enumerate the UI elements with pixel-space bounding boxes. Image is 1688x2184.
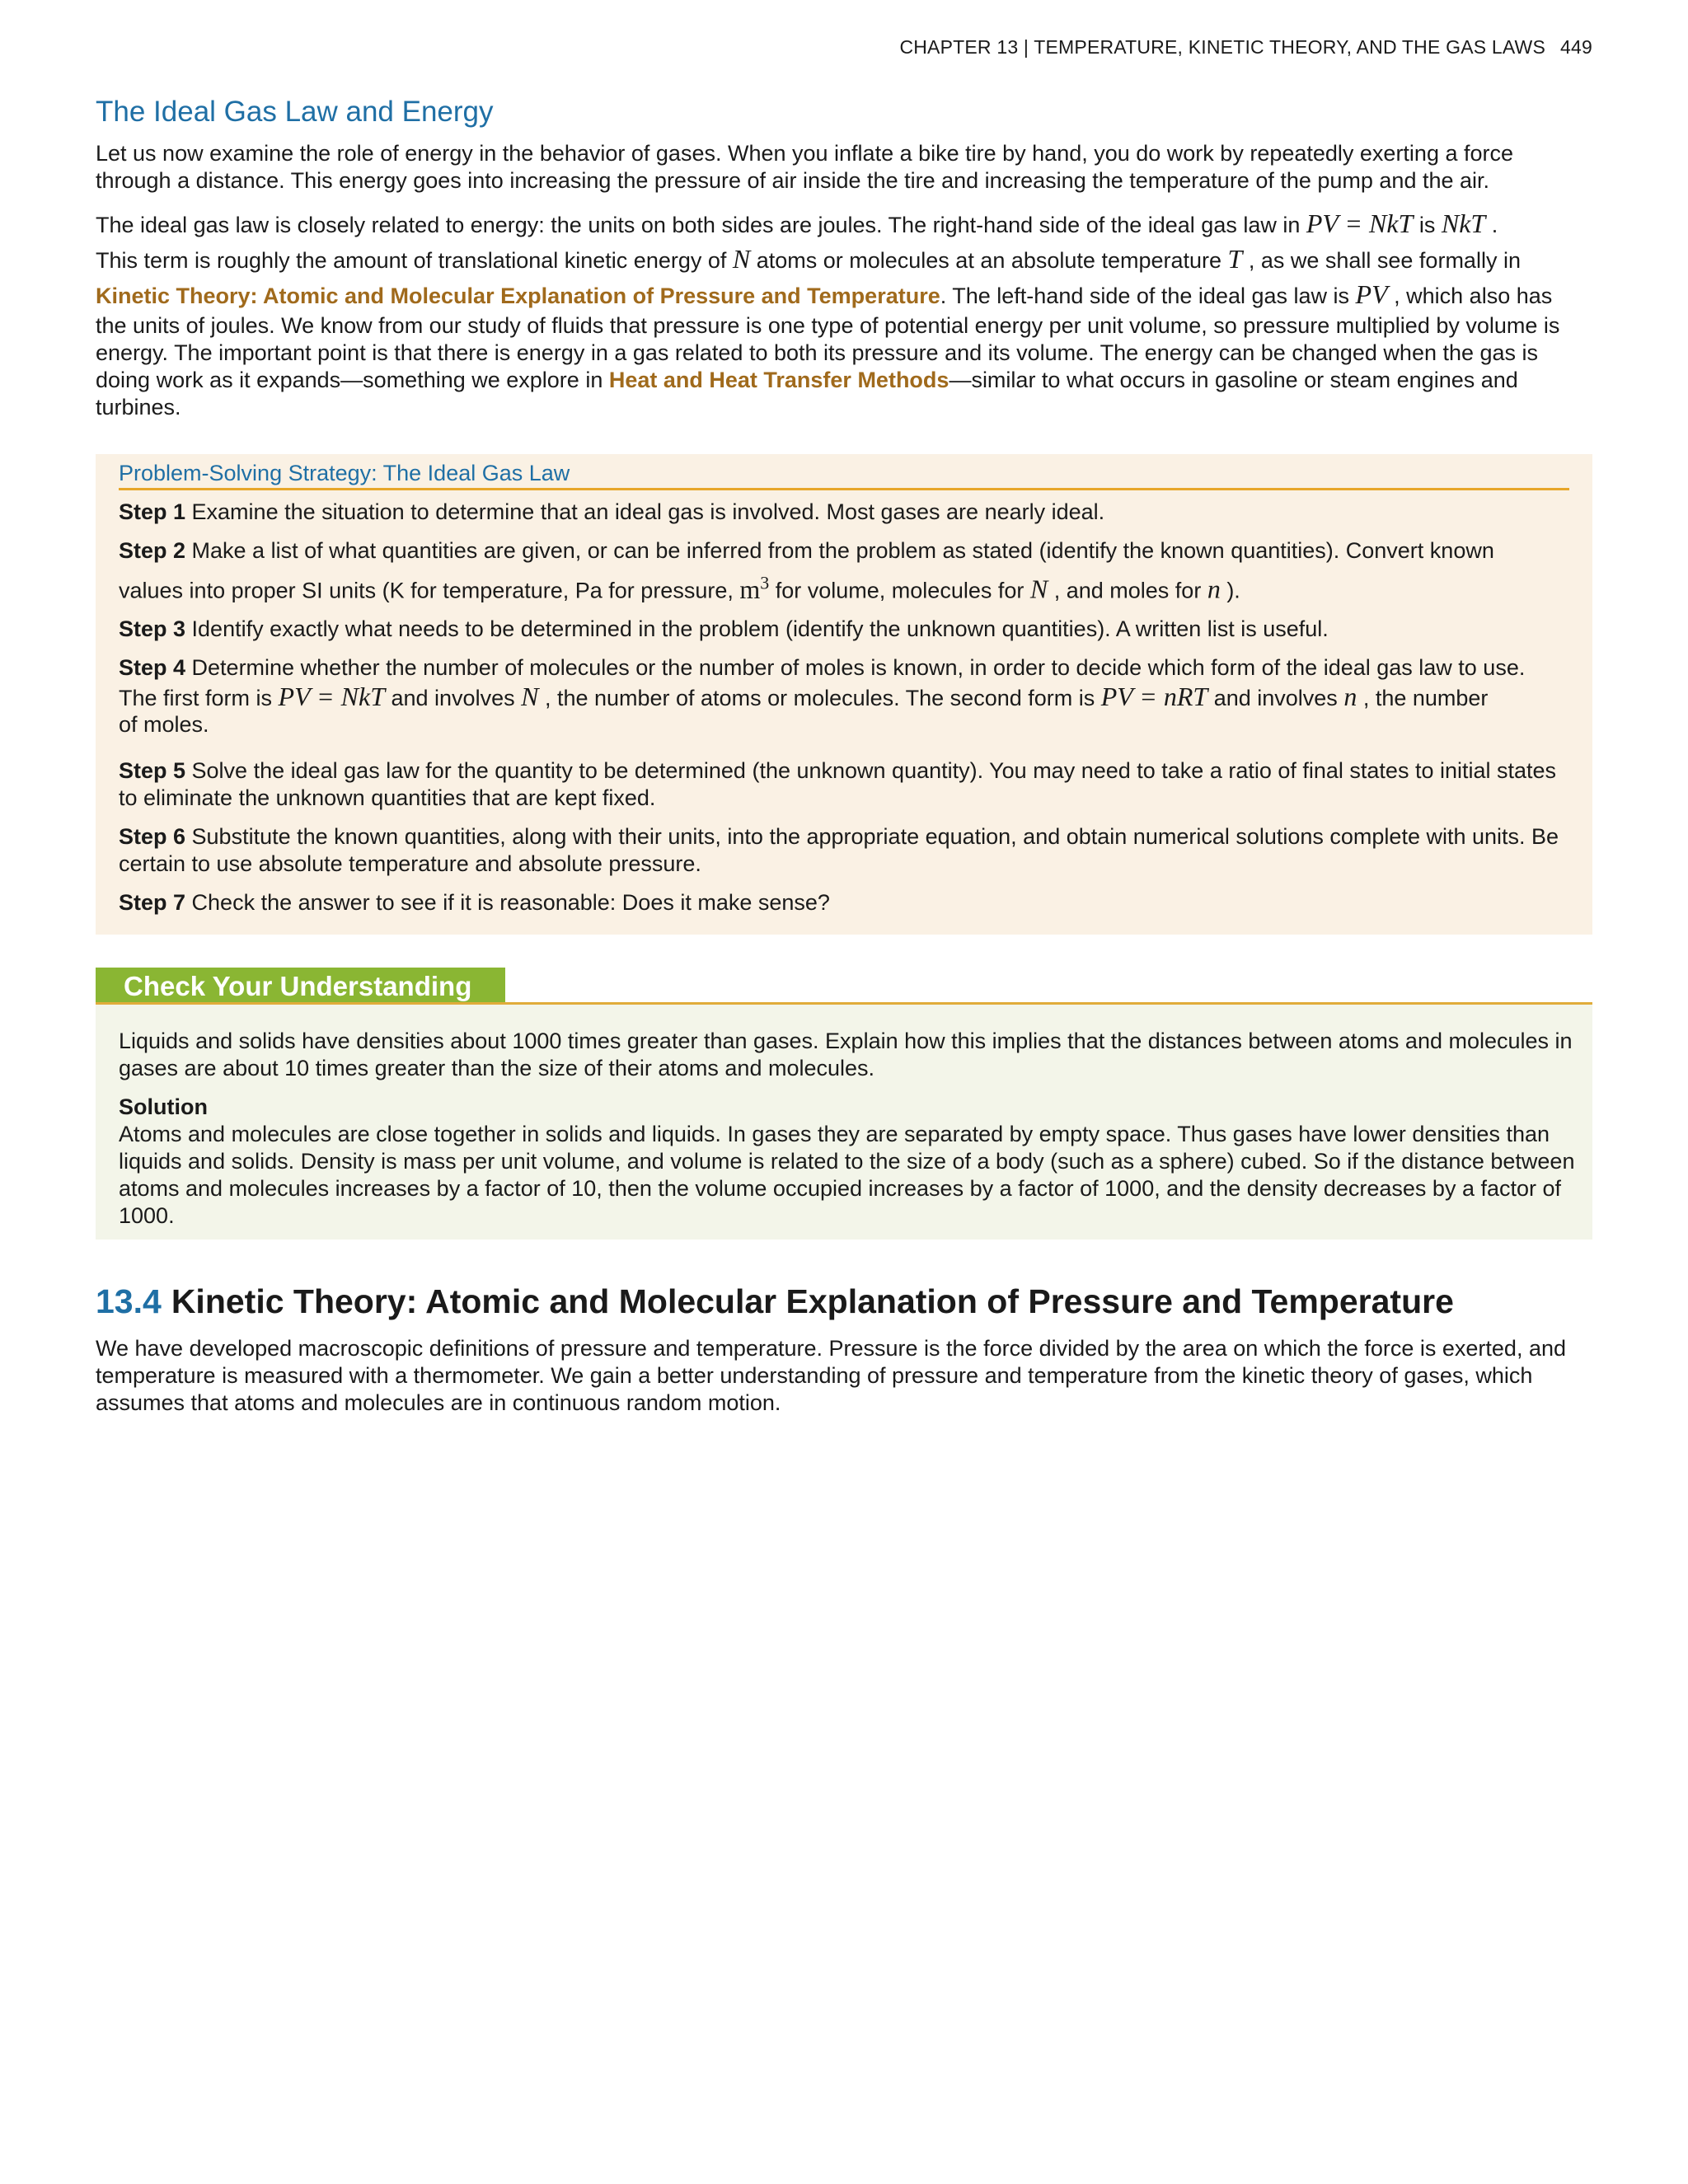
text-run: The ideal gas law is closely related to energy: the units on both sides are joules. The right-hand side of the ideal gas law in — [96, 213, 1306, 237]
strategy-title: Problem-Solving Strategy: The Ideal Gas Law — [119, 461, 1569, 490]
step-text: Solve the ideal gas law for the quantity to be determined (the unknown quantity). You may need to take a ratio of final states to initial states to eliminate the unknown quantities that are kept fixed. — [119, 758, 1557, 810]
step-4-line-1 — [119, 654, 1578, 682]
text-run: . — [1485, 213, 1498, 237]
step-4-line-2 — [119, 682, 1578, 711]
step-text: and involves — [384, 686, 522, 710]
variable-n-moles: n — [1207, 574, 1221, 604]
step-label: Step 7 — [119, 890, 186, 915]
step-text: ). — [1220, 578, 1240, 603]
step-text: Identify exactly what needs to be determined in the problem (identify the unknown quantities). A written list is useful. — [185, 616, 1329, 641]
step-text: Substitute the known quantities, along with their units, into the appropriate equation, and obtain numerical solutions complete with units. Be certain to use absolute temperature and absolute pressure. — [119, 824, 1559, 876]
strategy-step-1 — [119, 499, 1578, 526]
step-text: Examine the situation to determine that an ideal gas is involved. Most gases are nearly ideal. — [185, 499, 1105, 524]
step-label: Step 5 — [119, 758, 186, 783]
solution-label: Solution — [119, 1094, 208, 1119]
energy-line-1 — [96, 206, 1592, 241]
variable-n: N — [732, 244, 751, 274]
step-4-line-3: of moles. — [119, 712, 209, 737]
running-title: CHAPTER 13 | TEMPERATURE, KINETIC THEORY, AND THE GAS LAWS — [899, 36, 1546, 58]
step-2-line-2 — [119, 565, 1578, 604]
section-heading-13-4 — [96, 1282, 1454, 1321]
strategy-step-3 — [119, 616, 1578, 643]
strategy-step-7 — [119, 889, 1578, 916]
energy-paragraph-rest — [96, 312, 1592, 421]
text-run: . The left-hand side of the ideal gas law is — [940, 284, 1356, 308]
step-text: The first form is — [119, 686, 279, 710]
equation-pv-nkt: PV = NkT — [278, 682, 385, 711]
unit-exponent: 3 — [760, 572, 770, 593]
running-header — [899, 36, 1592, 59]
heat-transfer-link[interactable]: Heat and Heat Transfer Methods — [608, 368, 950, 392]
kinetic-theory-link[interactable]: Kinetic Theory: Atomic and Molecular Explanation of Pressure and Temperature — [96, 284, 940, 308]
energy-line-3 — [96, 277, 1592, 312]
variable-n-moles: n — [1343, 682, 1357, 711]
strategy-step-2 — [119, 537, 1578, 604]
check-understanding-box — [96, 1005, 1592, 1240]
strategy-step-6 — [119, 823, 1578, 878]
text-run: —similar to what occurs in gasoline or steam engines and turbines. — [96, 368, 1518, 419]
check-understanding-tab: Check Your Understanding — [96, 968, 505, 1003]
text-run: atoms or molecules at an absolute temperature — [750, 248, 1228, 273]
page-number: 449 — [1560, 36, 1592, 58]
step-text: Determine whether the number of molecules or the number of moles is known, in order to decide which form of the ideal gas law to use. — [185, 655, 1526, 680]
variable-n-molecules: N — [1029, 574, 1048, 604]
text-run: , which also has — [1387, 284, 1553, 308]
step-text: , the number of atoms or molecules. The second form is — [538, 686, 1101, 710]
step-2-line-1 — [119, 537, 1578, 565]
text-run: the units of joules. We know from our study of fluids that pressure is one type of potential energy per unit volume, so pressure multiplied by volume is energy. The important point is that there is energy in a gas related to both its pressure and its volume. The energy can be changed when the gas is doing work as it expands—something we explore in — [96, 313, 1560, 392]
step-text: Make a list of what quantities are given, or can be inferred from the problem as stated (identify the known quantities). Convert known — [185, 538, 1494, 563]
section-title: The Ideal Gas Law and Energy — [96, 96, 494, 128]
step-label: Step 6 — [119, 824, 186, 849]
step-text: Check the answer to see if it is reasonable: Does it make sense? — [185, 890, 830, 915]
text-run: is — [1413, 213, 1442, 237]
equation-pv-nrt: PV = nRT — [1100, 682, 1208, 711]
step-text: and involves — [1207, 686, 1344, 710]
step-label: Step 3 — [119, 616, 186, 641]
equation-nkt: NkT — [1441, 209, 1486, 238]
kinetic-theory-paragraph: We have developed macroscopic definitions of pressure and temperature. Pressure is the force divided by the area on which the force is exerted, and temperature is measured with a thermometer. We gain a better understanding of pressure and temperature from the kinetic theory of gases, which assumes that atoms and molecules are in continuous random motion. — [96, 1336, 1566, 1415]
step-text: values into proper SI units (K for temperature, Pa for pressure, — [119, 578, 740, 603]
variable-n-molecules: N — [521, 682, 539, 711]
problem-solving-box — [96, 454, 1592, 935]
text-run: , as we shall see formally in — [1242, 248, 1521, 273]
check-question: Liquids and solids have densities about 1000 times greater than gases. Explain how this implies that the distances between atoms and molecules in gases are about 10 times greater than the size of their atoms and molecules. — [119, 1029, 1573, 1080]
strategy-step-4 — [119, 654, 1578, 738]
step-text: , the number — [1357, 686, 1489, 710]
step-label: Step 4 — [119, 655, 186, 680]
unit-m: m — [739, 574, 761, 604]
check-solution — [119, 1094, 1578, 1230]
text-run: This term is roughly the amount of translational kinetic energy of — [96, 248, 733, 273]
section-heading-text: Kinetic Theory: Atomic and Molecular Explanation of Pressure and Temperature — [171, 1282, 1454, 1320]
step-label: Step 1 — [119, 499, 186, 524]
strategy-step-5 — [119, 757, 1578, 812]
solution-text: Atoms and molecules are close together in solids and liquids. In gases they are separated by empty space. Thus gases have lower densities than liquids and solids. Density is mass per unit volume, and volume is related to the size of a body (such as a sphere) cubed. So if the distance between atoms and molecules increases by a factor of 10, then the volume occupied increases by a factor of 1000, and the density decreases by a factor of 1000. — [119, 1122, 1575, 1228]
step-text: for volume, molecules for — [769, 578, 1030, 603]
step-text: , and moles for — [1048, 578, 1207, 603]
intro-paragraph: Let us now examine the role of energy in the behavior of gases. When you inflate a bike tire by hand, you do work by repeatedly exerting a force through a distance. This energy goes into increasing the pressure of air inside the tire and increasing the temperature of the pump and the air. — [96, 141, 1514, 193]
equation-pv-nkt: PV = NkT — [1306, 209, 1414, 238]
equation-pv: PV — [1355, 279, 1388, 309]
variable-t: T — [1227, 244, 1243, 274]
energy-paragraph — [96, 206, 1592, 421]
section-number: 13.4 — [96, 1282, 162, 1320]
energy-line-2 — [96, 241, 1592, 277]
step-label: Step 2 — [119, 538, 186, 563]
unit-cubic-meter — [739, 574, 769, 604]
